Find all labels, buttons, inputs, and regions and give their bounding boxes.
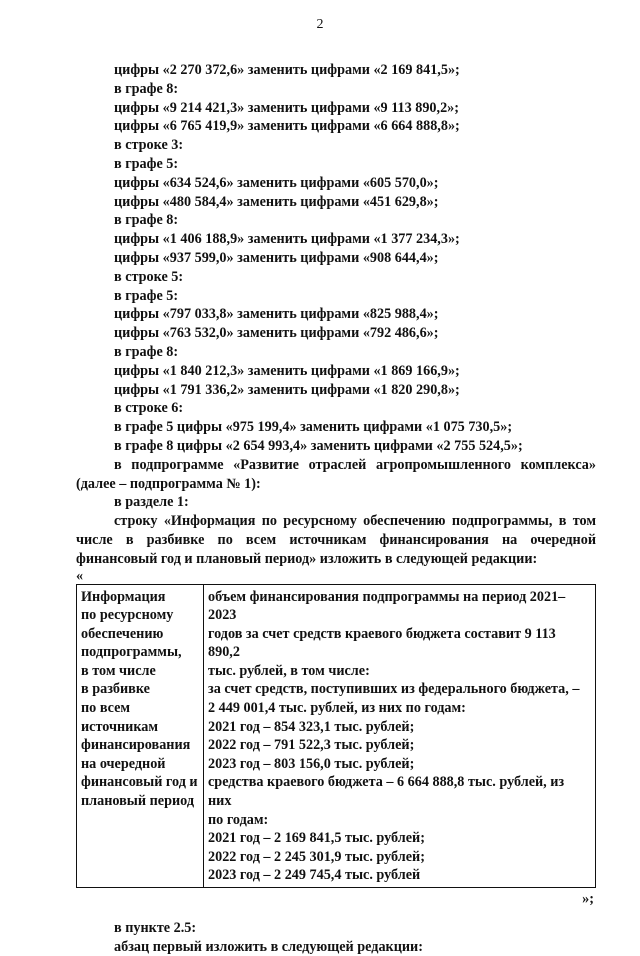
text-line: в графе 8 цифры «2 654 993,4» заменить цифрами «2 755 524,5»; xyxy=(114,437,523,454)
text-line: средства краевого бюджета – 6 664 888,8 тыс. рублей, из них xyxy=(208,774,565,810)
text-line: в строке 3: xyxy=(114,137,184,154)
text-line: цифры «1 406 188,9» заменить цифрами «1 377 234,3»; xyxy=(114,231,460,248)
text-line: цифры «797 033,8» заменить цифрами «825 988,4»; xyxy=(114,306,439,323)
text-line: 2021 год – 2 169 841,5 тыс. рублей; xyxy=(208,830,425,847)
text-line: плановый период xyxy=(81,793,195,810)
text-line: 2023 год – 2 249 745,4 тыс. рублей xyxy=(208,867,421,884)
text-line: в графе 5 цифры «975 199,4» заменить цифрами «1 075 730,5»; xyxy=(114,419,513,436)
page-number: 2 xyxy=(316,17,324,32)
text-line: 2 449 001,4 тыс. рублей, из них по годам: xyxy=(208,700,466,717)
amendment-lines xyxy=(76,61,596,456)
text-line: подпрограммы, xyxy=(81,644,182,661)
text-line: тыс. рублей, в том числе: xyxy=(208,662,370,679)
table-row xyxy=(77,584,596,888)
table-cell-heading xyxy=(77,584,204,888)
table-cell-content xyxy=(204,584,596,888)
text-line: на очередной xyxy=(81,755,166,772)
text-line: цифры «2 270 372,6» заменить цифрами «2 169 841,5»; xyxy=(114,62,460,78)
text-line: цифры «937 599,0» заменить цифрами «908 644,4»; xyxy=(114,249,439,266)
text-line: в графе 5: xyxy=(114,287,179,304)
text-line: за счет средств, поступивших из федерального бюджета, – xyxy=(208,681,580,698)
text-line: по годам: xyxy=(208,811,269,828)
subprogram-paragraph: в подпрограмме «Развитие отраслей агропромышленного комплекса» (далее – подпрограмма № 1): xyxy=(76,456,596,492)
text-line: в графе 8: xyxy=(114,80,179,97)
document-body xyxy=(76,61,596,956)
text-line: в пункте 2.5: xyxy=(114,919,197,936)
text-line: 2023 год – 803 156,0 тыс. рублей; xyxy=(208,755,415,772)
text-line: Информация xyxy=(81,588,166,605)
text-line: в строке 6: xyxy=(114,400,184,417)
text-line: 2022 год – 2 245 301,9 тыс. рублей; xyxy=(208,848,425,865)
text-line: обеспечению xyxy=(81,625,164,642)
text-line: 2022 год – 791 522,3 тыс. рублей; xyxy=(208,737,415,754)
text-line: 2021 год – 854 323,1 тыс. рублей; xyxy=(208,718,415,735)
text-line: в том числе xyxy=(81,662,156,679)
text-line: абзац первый изложить в следующей редакции: xyxy=(114,938,423,955)
text-line: объем финансирования подпрограммы на период 2021–2023 xyxy=(208,588,566,624)
text-line: цифры «1 791 336,2» заменить цифрами «1 820 290,8»; xyxy=(114,381,460,398)
text-line: в графе 5: xyxy=(114,155,179,172)
text-line: цифры «1 840 212,3» заменить цифрами «1 869 166,9»; xyxy=(114,362,460,379)
text-line: в графе 8: xyxy=(114,212,179,229)
text-line: финансовый год и xyxy=(81,774,198,791)
closing-lines xyxy=(76,919,596,956)
text-line: по всем xyxy=(81,700,131,717)
text-line: финансирования xyxy=(81,737,191,754)
text-line: в графе 8: xyxy=(114,343,179,360)
quote-close: »; xyxy=(582,891,594,908)
row-paragraph: строку «Информация по ресурсному обеспечению подпрограммы, в том числе в разбивке по всем источникам финансирования на очередной финансовый год и плановый период» изложить в следующей редакции: xyxy=(76,513,596,567)
text-line: цифры «634 524,6» заменить цифрами «605 570,0»; xyxy=(114,174,439,191)
text-line: по ресурсному xyxy=(81,607,174,624)
quote-open: « xyxy=(76,567,84,584)
text-line: в разбивке xyxy=(81,681,150,698)
text-line: в строке 5: xyxy=(114,268,184,285)
text-line: годов за счет средств краевого бюджета составит 9 113 890,2 xyxy=(208,625,556,661)
text-line: цифры «9 214 421,3» заменить цифрами «9 113 890,2»; xyxy=(114,99,459,116)
text-line: цифры «6 765 419,9» заменить цифрами «6 664 888,8»; xyxy=(114,118,460,135)
section-line: в разделе 1: xyxy=(114,494,189,511)
text-line: цифры «763 532,0» заменить цифрами «792 486,6»; xyxy=(114,325,439,342)
text-line: цифры «480 584,4» заменить цифрами «451 629,8»; xyxy=(114,193,439,210)
resource-info-table xyxy=(76,584,596,889)
text-line: источникам xyxy=(81,718,159,735)
